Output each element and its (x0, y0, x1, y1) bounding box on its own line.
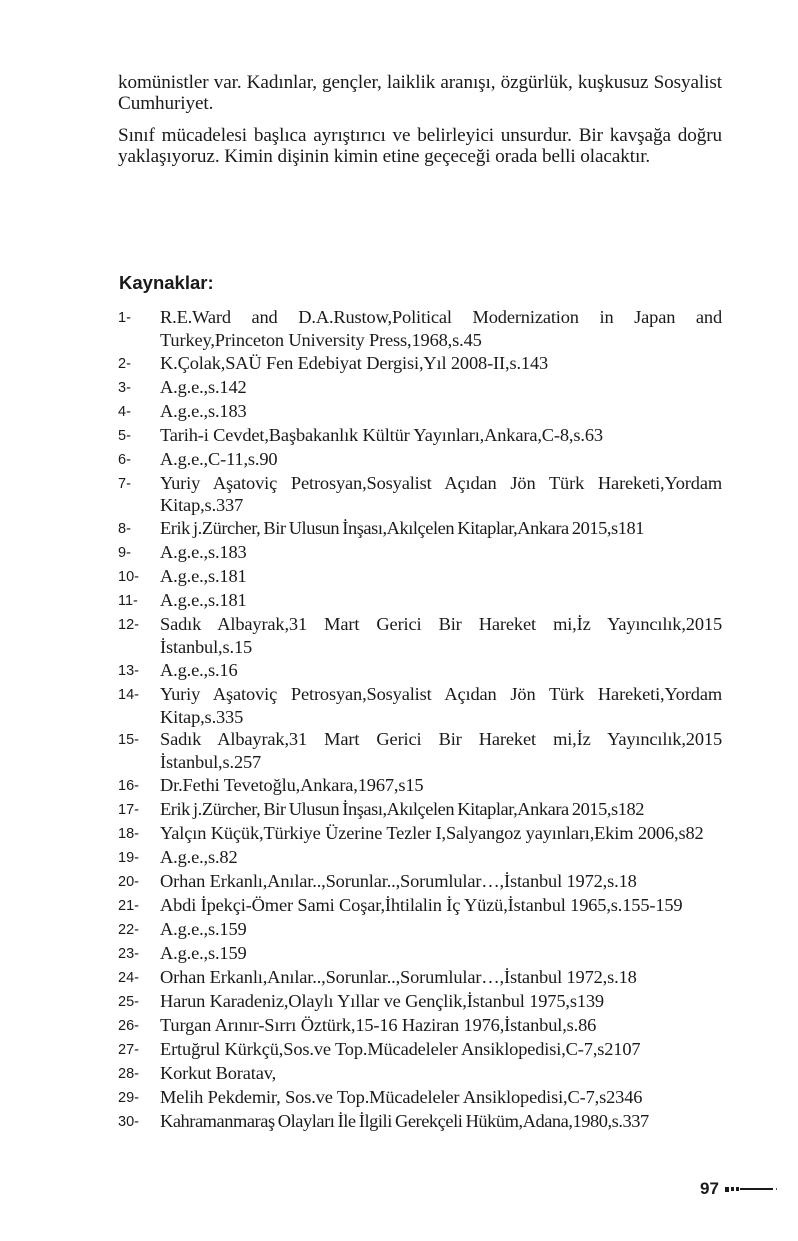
reference-number: 16- (118, 777, 139, 794)
reference-text: Kahramanmaraş Olayları İle İlgili Gerekçeli Hüküm,Adana,1980,s.337 (160, 1110, 649, 1131)
reference-item (118, 1038, 722, 1062)
reference-number: 10- (118, 569, 139, 586)
reference-number: 18- (118, 825, 139, 842)
reference-text: A.g.e.,s.183 (160, 400, 247, 421)
reference-item (118, 942, 722, 966)
reference-text: A.g.e.,s.181 (160, 590, 247, 611)
reference-number: 25- (118, 993, 139, 1010)
reference-item (118, 1110, 722, 1134)
reference-item (118, 306, 722, 352)
reference-number: 28- (118, 1065, 139, 1082)
reference-text: Orhan Erkanlı,Anılar..,Sorunlar..,Sorumlular…,İstanbul 1972,s.18 (160, 966, 637, 987)
reference-item (118, 1062, 722, 1086)
reference-text: Melih Pekdemir, Sos.ve Top.Mücadeleler Ansiklopedisi,C-7,s2346 (160, 1086, 643, 1107)
reference-item (118, 376, 722, 400)
reference-text: A.g.e.,s.159 (160, 918, 247, 939)
reference-item (118, 846, 722, 870)
reference-number: 22- (118, 921, 139, 938)
reference-number: 8- (118, 521, 131, 538)
reference-text: Turgan Arınır-Sırrı Öztürk,15-16 Haziran 1976,İstanbul,s.86 (160, 1014, 597, 1035)
reference-item (118, 798, 722, 822)
reference-number: 27- (118, 1041, 139, 1058)
reference-number: 21- (118, 897, 139, 914)
ornament-block (736, 1187, 739, 1191)
reference-item (118, 352, 722, 376)
references-heading: Kaynaklar: (119, 272, 214, 293)
page-body (118, 72, 722, 178)
page-number: 97 (700, 1179, 719, 1198)
reference-number: 14- (118, 686, 139, 703)
reference-number: 26- (118, 1017, 139, 1034)
reference-number: 15- (118, 732, 139, 749)
ornament-block (725, 1187, 729, 1192)
reference-number: 17- (118, 801, 139, 818)
reference-number: 5- (118, 427, 131, 444)
reference-number: 6- (118, 451, 131, 468)
reference-number: 30- (118, 1113, 139, 1130)
reference-text: Sadık Albayrak,31 Mart Gerici Bir Hareket mi,İz Yayıncılık,2015 İstanbul,s.15 (160, 614, 722, 657)
reference-text: A.g.e.,s.181 (160, 566, 247, 587)
reference-item (118, 448, 722, 472)
reference-text: Sadık Albayrak,31 Mart Gerici Bir Hareket mi,İz Yayıncılık,2015 İstanbul,s.257 (160, 729, 722, 773)
references-list (118, 306, 722, 1134)
reference-number: 24- (118, 969, 139, 986)
reference-text: A.g.e.,s.16 (160, 659, 238, 680)
reference-item (118, 774, 722, 798)
reference-text: A.g.e.,s.82 (160, 846, 238, 867)
reference-item (118, 541, 722, 565)
ornament-block (731, 1187, 734, 1191)
reference-item (118, 589, 722, 613)
reference-text: A.g.e.,s.159 (160, 942, 247, 963)
reference-number: 20- (118, 873, 139, 890)
reference-number: 19- (118, 849, 139, 866)
reference-number: 12- (118, 617, 139, 634)
reference-item (118, 683, 722, 729)
reference-number: 29- (118, 1089, 139, 1106)
reference-item (118, 472, 722, 518)
reference-item (118, 990, 722, 1014)
reference-number: 1- (118, 310, 131, 326)
reference-item (118, 966, 722, 990)
page-footer (700, 1178, 777, 1200)
reference-text: A.g.e.,s.142 (160, 376, 247, 397)
reference-number: 7- (118, 475, 131, 492)
reference-text: R.E.Ward and D.A.Rustow,Political Modernization in Japan and Turkey,Princeton University Press,1968,s.45 (160, 307, 722, 350)
reference-item (118, 870, 722, 894)
reference-item (118, 565, 722, 589)
reference-text: A.g.e.,C-11,s.90 (160, 448, 278, 469)
reference-item (118, 400, 722, 424)
reference-item (118, 424, 722, 448)
reference-text: A.g.e.,s.183 (160, 542, 247, 563)
reference-item (118, 517, 722, 541)
reference-text: Harun Karadeniz,Olaylı Yıllar ve Gençlik,İstanbul 1975,s139 (160, 990, 604, 1011)
reference-text: Ertuğrul Kürkçü,Sos.ve Top.Mücadeleler Ansiklopedisi,C-7,s2107 (160, 1038, 641, 1059)
reference-text: Yuriy Aşatoviç Petrosyan,Sosyalist Açıdan Jön Türk Hareketi,Yordam Kitap,s.335 (160, 683, 722, 727)
reference-text: Yalçın Küçük,Türkiye Üzerine Tezler I,Salyangoz yayınları,Ekim 2006,s82 (160, 822, 704, 843)
reference-number: 2- (118, 355, 131, 372)
reference-text: Tarih-i Cevdet,Başbakanlık Kültür Yayınları,Ankara,C-8,s.63 (160, 424, 603, 445)
reference-item (118, 613, 722, 659)
body-paragraph: Sınıf mücadelesi başlıca ayrıştırıcı ve belirleyici unsurdur. Bir kavşağa doğru yaklaşıyoruz. Kimin dişinin kimin etine geçeceği orada belli olacaktır. (118, 125, 722, 167)
reference-text: Orhan Erkanlı,Anılar..,Sorunlar..,Sorumlular…,İstanbul 1972,s.18 (160, 870, 637, 891)
reference-item (118, 659, 722, 683)
reference-item (118, 822, 722, 846)
reference-number: 9- (118, 545, 131, 562)
reference-text: Korkut Boratav, (160, 1062, 277, 1083)
reference-text: Yuriy Aşatoviç Petrosyan,Sosyalist Açıdan Jön Türk Hareketi,Yordam Kitap,s.337 (160, 472, 722, 516)
reference-item (118, 918, 722, 942)
body-paragraph: komünistler var. Kadınlar, gençler, laiklik aranışı, özgürlük, kuşkusuz Sosyalist Cumhuriyet. (118, 72, 722, 114)
reference-number: 11- (118, 593, 138, 610)
reference-item (118, 1086, 722, 1110)
reference-text: Erik j.Zürcher, Bir Ulusun İnşası,Akılçelen Kitaplar,Ankara 2015,s181 (160, 518, 644, 539)
reference-number: 4- (118, 403, 131, 420)
ornament-dot (776, 1188, 777, 1190)
reference-number: 3- (118, 379, 131, 396)
reference-number: 23- (118, 945, 139, 962)
reference-text: K.Çolak,SAÜ Fen Edebiyat Dergisi,Yıl 2008-II,s.143 (160, 352, 549, 373)
reference-text: Dr.Fethi Tevetoğlu,Ankara,1967,s15 (160, 774, 424, 795)
reference-item (118, 1014, 722, 1038)
reference-text: Abdi İpekçi-Ömer Sami Coşar,İhtilalin İç Yüzü,İstanbul 1965,s.155-159 (160, 894, 683, 915)
reference-item (118, 894, 722, 918)
reference-text: Erik j.Zürcher, Bir Ulusun İnşası,Akılçelen Kitaplar,Ankara 2015,s182 (160, 798, 644, 819)
reference-item (118, 728, 722, 774)
footer-ornament-icon (725, 1184, 777, 1194)
reference-number: 13- (118, 662, 139, 679)
ornament-rule (740, 1188, 773, 1190)
